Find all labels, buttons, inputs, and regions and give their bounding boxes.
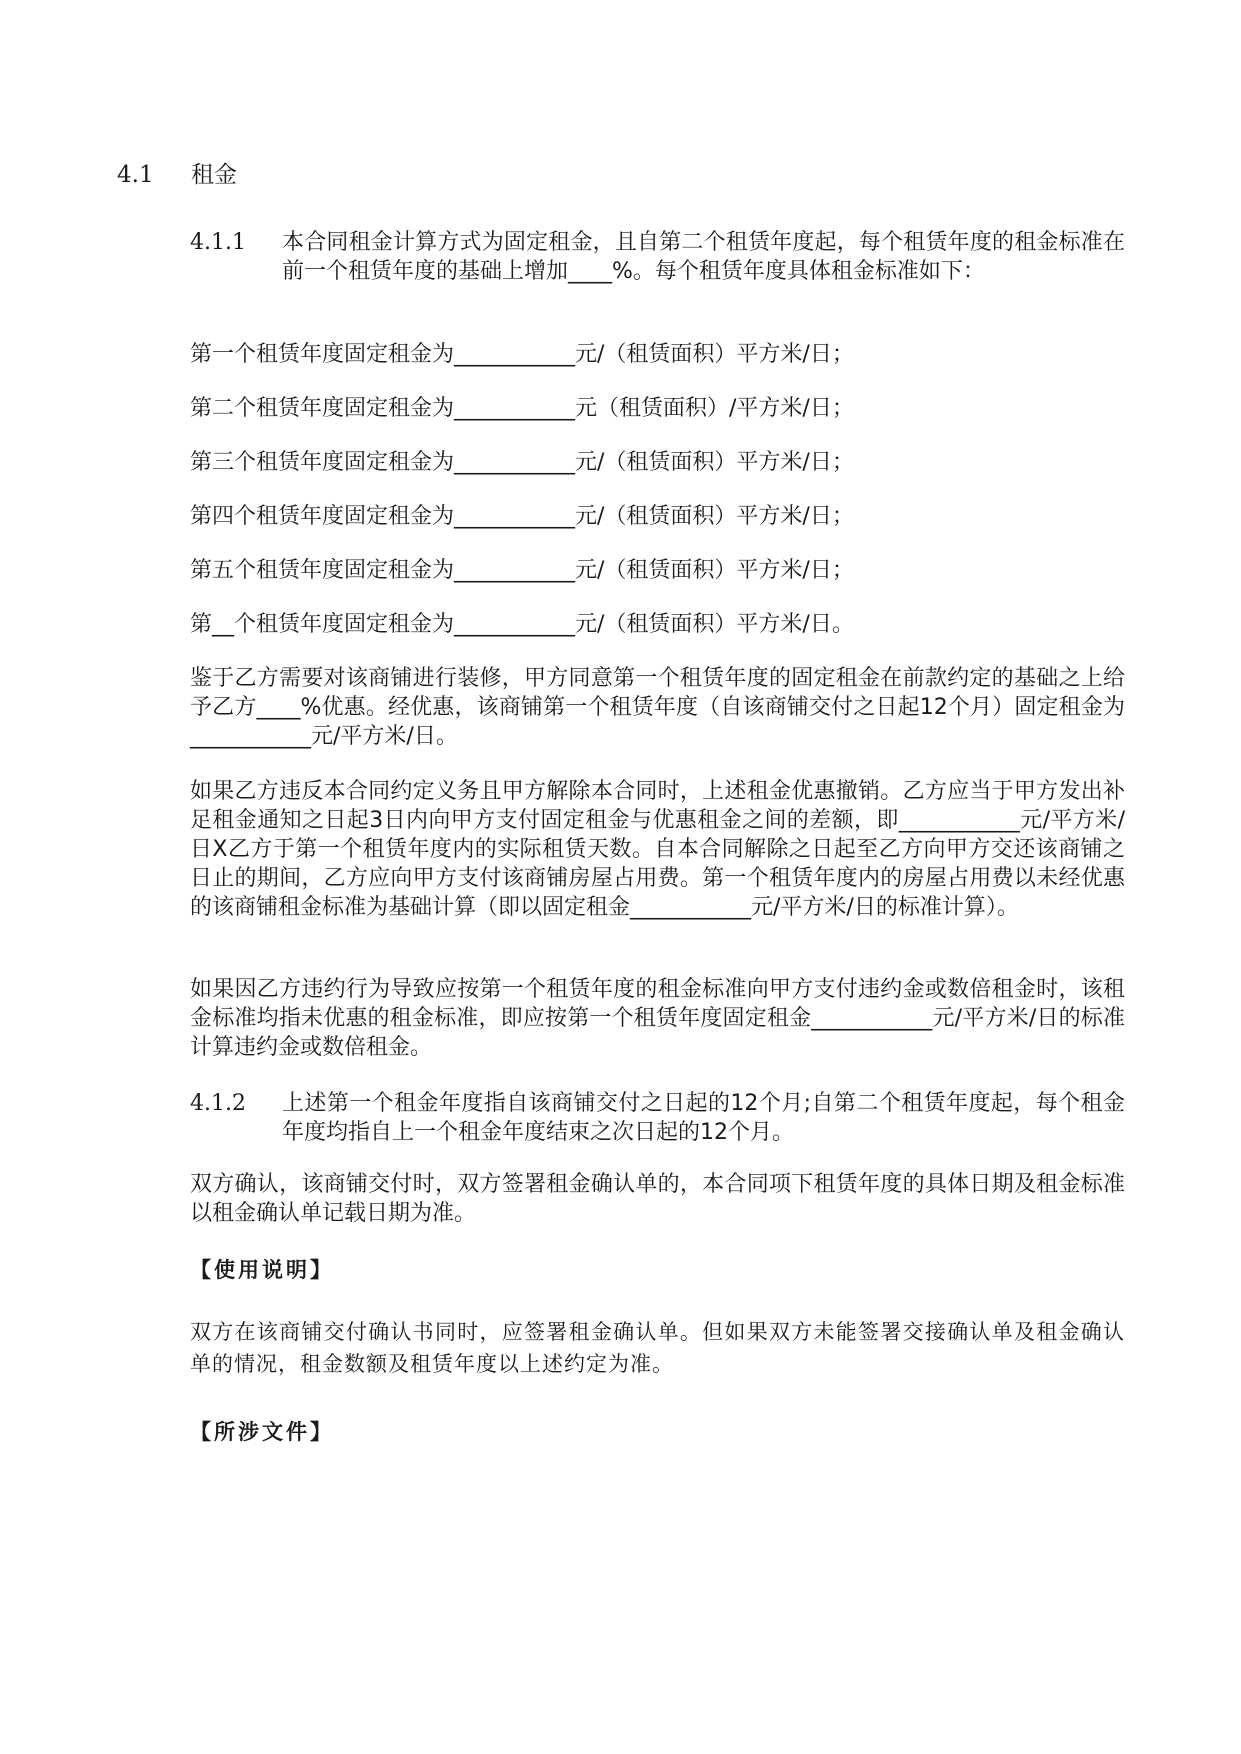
clause-text: 上述第一个租金年度指自该商铺交付之日起的12个月;自第二个租赁年度起，每个租金年度均指自上一个租金年度结束之次日起的12个月。 [282, 1091, 1125, 1145]
rent-line-6: 第__个租赁年度固定租金为___________元/（租赁面积）平方米/日。 [190, 612, 854, 637]
clause-text: 本合同租金计算方式为固定租金，且自第二个租赁年度起，每个租赁年度的租金标准在前一个租赁年度的基础上增加____%。每个租赁年度具体租金标准如下： [282, 230, 1125, 284]
rent-line-2: 第二个租赁年度固定租金为___________元（租赁面积）/平方米/日； [190, 396, 854, 421]
discount-paragraph: 鉴于乙方需要对该商铺进行装修，甲方同意第一个租赁年度的固定租金在前款约定的基础之上给予乙方____%优惠。经优惠，该商铺第一个租赁年度（自该商铺交付之日起12个月）固定租金为___________元/平方米/日。 [190, 666, 1125, 749]
clause-number: 4.1.1 [190, 230, 246, 255]
confirm-paragraph: 双方确认，该商铺交付时，双方签署租金确认单的，本合同项下租赁年度的具体日期及租金标准以租金确认单记载日期为准。 [190, 1172, 1125, 1226]
usage-text: 双方在该商铺交付确认书同时，应签署租金确认单。但如果双方未能签署交接确认单及租金确认单的情况，租金数额及租赁年度以上述约定为准。 [190, 1320, 1125, 1376]
rent-line-4: 第四个租赁年度固定租金为___________元/（租赁面积）平方米/日； [190, 504, 854, 529]
rent-line-5: 第五个租赁年度固定租金为___________元/（租赁面积）平方米/日； [190, 558, 854, 583]
usage-heading: 【使用说明】 [190, 1257, 334, 1282]
clause-4-1-2 [190, 1089, 1125, 1147]
rent-line-1: 第一个租赁年度固定租金为___________元/（租赁面积）平方米/日； [190, 342, 854, 367]
docs-heading: 【所涉文件】 [190, 1419, 334, 1444]
clause-4-1-1 [190, 228, 1125, 286]
rent-line-3: 第三个租赁年度固定租金为___________元/（租赁面积）平方米/日； [190, 450, 854, 475]
section-heading [117, 160, 237, 190]
section-number: 4.1 [117, 162, 154, 188]
section-title: 租金 [191, 162, 237, 188]
penalty-paragraph: 如果因乙方违约行为导致应按第一个租赁年度的租金标准向甲方支付违约金或数倍租金时，该租金标准均指未优惠的租金标准，即应按第一个租赁年度固定租金___________元/平方米/日的标准计算违约金或数倍租金。 [190, 977, 1125, 1060]
revocation-paragraph: 如果乙方违反本合同约定义务且甲方解除本合同时，上述租金优惠撤销。乙方应当于甲方发出补足租金通知之日起3日内向甲方支付固定租金与优惠租金之间的差额，即___________元/平方米/日X乙方于第一个租赁年度内的实际租赁天数。自本合同解除之日起至乙方向甲方交还该商铺之日止的期间，乙方应向甲方支付该商铺房屋占用费。第一个租赁年度内的房屋占用费以未经优惠的该商铺租金标准为基础计算（即以固定租金___________元/平方米/日的标准计算）。 [190, 779, 1125, 920]
clause-number: 4.1.2 [190, 1091, 246, 1116]
